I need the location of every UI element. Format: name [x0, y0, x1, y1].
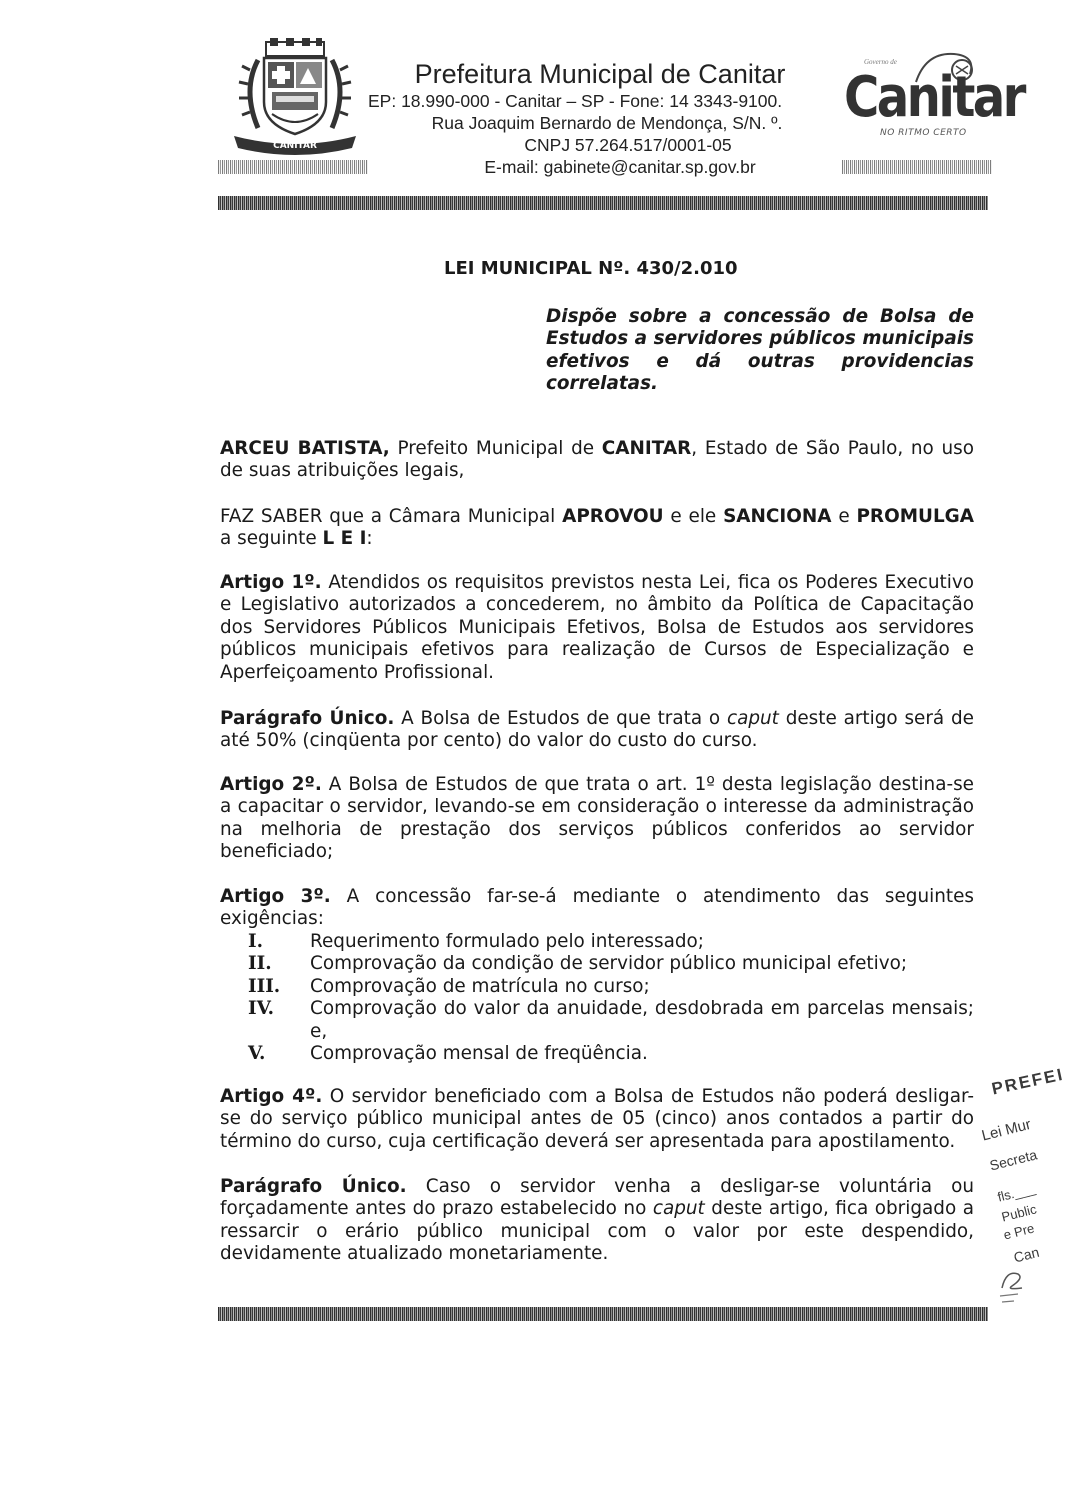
proclamation-law: L E I — [322, 528, 367, 550]
brand-tagline: NO RITMO CERTO — [880, 128, 967, 138]
list-item — [248, 1043, 974, 1065]
item-number: I. — [248, 931, 264, 952]
header-rule — [218, 196, 988, 210]
article-2-text: A Bolsa de Estudos de que trata o art. 1º desta legislação destina-se a capacitar o servidor, levando-se em consideração o interesse da administração na melhoria de prestação dos serviços públicos conferidos ao servidor beneficiado; — [220, 774, 974, 863]
decorative-bar-right — [842, 160, 992, 174]
item-text: Comprovação do valor da anuidade, desdobrada em parcelas mensais; e, — [310, 998, 974, 1042]
article-2 — [220, 774, 974, 864]
stamp-line-4: fls.___ — [996, 1180, 1037, 1205]
footer-rule — [218, 1307, 988, 1321]
article-1-paragraph-text-2: deste artigo será de até 50% (cinqüenta por cento) do valor do custo do curso. — [220, 708, 974, 752]
stamp-line-1: PREFEI — [990, 1064, 1066, 1099]
proclamation-approved: APROVOU — [562, 506, 664, 527]
item-number: V. — [248, 1042, 266, 1064]
law-title: LEI MUNICIPAL Nº. 430/2.010 — [444, 258, 738, 279]
preamble — [220, 438, 974, 483]
item-number: III. — [248, 975, 281, 997]
article-4-paragraph-text-2: deste artigo, fica obrigado a ressarcir o erário público municipal com o valor por este despendido, devidamente atualizado monetariamente. — [220, 1198, 974, 1265]
article-3 — [220, 886, 974, 931]
list-item — [248, 953, 974, 975]
proclamation-text-4: a seguinte — [220, 528, 323, 550]
article-1-label: Artigo 1º. — [220, 572, 322, 593]
letterhead-phone: EP: 18.990-000 - Canitar – SP - Fone: 14 3343-9100. — [368, 91, 783, 111]
city-name: CANITAR — [601, 438, 692, 459]
article-4-paragraph-text-1: Caso o servidor venha a desligar-se voluntária ou forçadamente antes do prazo estabelecido no — [220, 1176, 974, 1220]
brand-logo — [836, 48, 1024, 148]
stamp-line-6: e Pre — [1002, 1220, 1036, 1243]
article-4-label: Artigo 4º. — [220, 1086, 323, 1107]
article-1 — [220, 572, 974, 684]
stamp-line-7: Can — [1012, 1243, 1041, 1266]
item-number: IV. — [248, 998, 275, 1020]
article-3-text: A concessão far-se-á mediante o atendimento das seguintes exigências: — [220, 886, 974, 930]
article-4-text: O servidor beneficiado com a Bolsa de Estudos não poderá desligar-se do serviço público municipal antes de 05 (cinco) anos contados a partir do término do curso, cuja certificação deverá ser apresentada para apostilamento. — [220, 1086, 974, 1152]
proclamation-text-2: e ele — [663, 506, 724, 527]
mayor-name: ARCEU BATISTA, — [220, 438, 390, 459]
article-1-paragraph-caput: caput — [726, 708, 779, 729]
preamble-text-2: , Estado de São Paulo, no uso de suas atribuições legais, — [220, 438, 974, 482]
article-1-paragraph — [220, 708, 974, 753]
list-item — [248, 998, 974, 1043]
article-1-paragraph-text-1: A Bolsa de Estudos de que trata o — [394, 708, 727, 729]
brand-gov-label: Governo de — [864, 58, 897, 66]
letterhead-cnpj: CNPJ 57.264.517/0001-05 — [524, 135, 732, 155]
proclamation-promulgates: PROMULGA — [856, 506, 975, 527]
letterhead-address: Rua Joaquim Bernardo de Mendonça, S/N. º. — [431, 113, 783, 133]
stamp-line-2: Lei Mur — [980, 1115, 1033, 1145]
list-item — [248, 931, 974, 953]
article-4-paragraph-label: Parágrafo Único. — [220, 1176, 407, 1197]
article-4-paragraph — [220, 1176, 974, 1266]
item-text: Comprovação da condição de servidor público municipal efetivo; — [310, 953, 908, 975]
item-text: Requerimento formulado pelo interessado; — [310, 931, 704, 952]
article-4 — [220, 1086, 974, 1153]
item-text: Comprovação de matrícula no curso; — [310, 975, 650, 997]
decorative-bar-left — [218, 160, 368, 174]
article-1-text: Atendidos os requisitos previstos nesta Lei, fica os Poderes Executivo e Legislativo autorizados a concederem, no âmbito da Política de Capacitação dos Servidores Públicos Municipais Efetivos, Bolsa de Estudos aos servidores públicos municipais efetivos para realização de Cursos de Especialização e Aperfeiçoamento Profissional. — [220, 572, 974, 683]
article-1-paragraph-label: Parágrafo Único. — [220, 708, 395, 729]
article-3-label: Artigo 3º. — [220, 886, 331, 907]
coat-label: CANITAR — [273, 141, 317, 151]
stamp-line-3: Secreta — [988, 1146, 1039, 1174]
article-2-label: Artigo 2º. — [220, 774, 322, 795]
letterhead-title: Prefeitura Municipal de Canitar — [414, 59, 786, 89]
proclamation-text-1: FAZ SABER que a Câmara Municipal — [220, 506, 563, 527]
publication-stamp — [968, 1064, 1066, 1284]
ementa: Dispõe sobre a concessão de Bolsa de Estudos a servidores públicos municipais efetivos e dá outras providencias correlatas. — [546, 306, 974, 395]
proclamation-sanctions: SANCIONA — [723, 506, 832, 527]
stamp-line-5: Public — [1000, 1201, 1038, 1225]
signature-icon — [996, 1266, 1036, 1306]
article-3-items — [248, 931, 974, 1065]
letterhead-email: E-mail: gabinete@canitar.sp.gov.br — [484, 157, 756, 177]
proclamation-text-5: : — [366, 528, 373, 550]
article-4-paragraph-caput: caput — [652, 1198, 705, 1220]
list-item — [248, 976, 974, 998]
proclamation — [220, 506, 974, 551]
letterhead — [340, 58, 860, 178]
item-text: Comprovação mensal de freqüência. — [310, 1042, 648, 1064]
item-number: II. — [248, 953, 272, 975]
preamble-text-1: Prefeito Municipal de — [389, 438, 602, 459]
brand-wordmark: Canitar — [844, 65, 1024, 130]
proclamation-text-3: e — [831, 506, 857, 527]
